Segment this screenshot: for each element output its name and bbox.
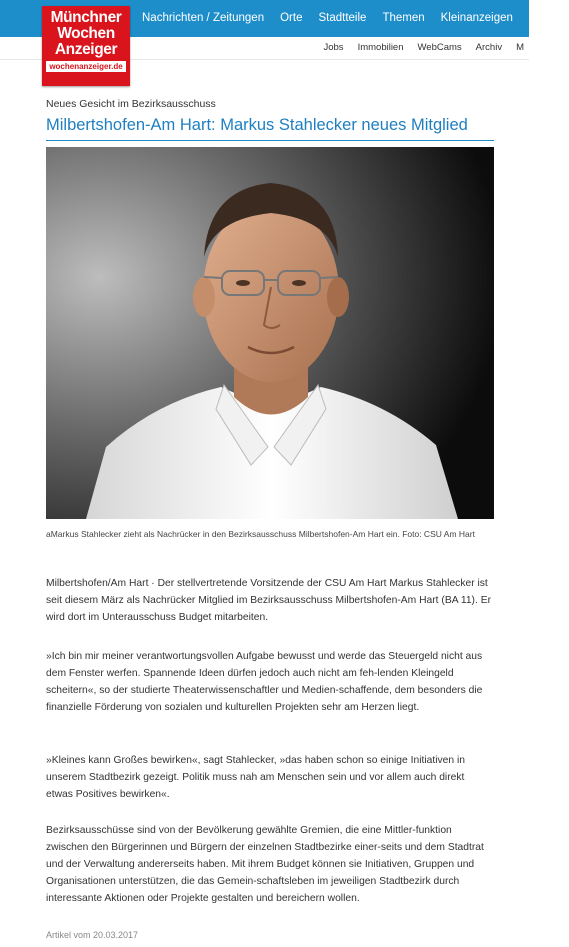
primary-nav	[142, 0, 569, 37]
nav-gewinnspiele[interactable]: Gew	[528, 12, 553, 24]
article-date: Artikel vom 20.03.2017	[46, 930, 139, 940]
article-kicker: Neues Gesicht im Bezirksausschuss	[46, 98, 216, 110]
article-headline: Milbertshofen-Am Hart: Markus Stahlecker neues Mitglied	[46, 116, 494, 141]
portrait-image	[46, 147, 494, 519]
article-photo	[46, 147, 494, 519]
photo-caption: aMarkus Stahlecker zieht als Nachrücker in den Bezirksausschuss Milbertshofen-Am Hart ein. Foto: CSU Am Hart	[46, 529, 475, 539]
logo-line-1: Münchner	[50, 9, 122, 26]
article-paragraph-3: »Kleines kann Großes bewirken«, sagt Stahlecker, »das haben schon so einige Initiativen in unserem Stadtbezirk gezeigt. Politik muss nah am Menschen sein und vor allem auch direkt etwas Positives bewirken«.	[46, 755, 465, 800]
nav-jobs[interactable]: Jobs	[323, 42, 344, 53]
nav-archiv[interactable]: Archiv	[475, 42, 503, 53]
nav-webcams[interactable]: WebCams	[417, 42, 462, 53]
nav-orte[interactable]: Orte	[280, 12, 303, 24]
logo-url: wochenanzeiger.de	[46, 61, 126, 72]
logo-line-2: Wochen	[57, 25, 115, 42]
nav-nachrichten-zeitungen[interactable]: Nachrichten / Zeitungen	[142, 12, 265, 24]
secondary-nav	[309, 37, 524, 59]
article-paragraph-4: Bezirksausschüsse sind von der Bevölkerung gewählte Gremien, die eine Mittler-funktion zwischen den Bürgerinnen und Bürgern der einzelnen Stadtbezirke einer-seits und dem Stadtrat und der Verwaltung andererseits haben. Mit ihrem Budget können sie Initiativen, Gruppen und Organisationen unterstützen, die das Gemein-schaftsleben im jeweiligen Stadtbezirk durch interessante Aktionen oder Projekte gestalten und bereichern wollen.	[46, 825, 484, 904]
nav-themen[interactable]: Themen	[382, 12, 425, 24]
nav-stadtteile[interactable]: Stadtteile	[318, 12, 367, 24]
logo-line-3: Anzeiger	[54, 41, 118, 58]
article-paragraph-1: Milbertshofen/Am Hart · Der stellvertretende Vorsitzende der CSU Am Hart Markus Stahlecker ist seit diesem März als Nachrücker Mitglied im Bezirksausschuss Milbertshofen-Am Hart (BA 11). Er wird dort im Unterausschuss Budget mitarbeiten.	[46, 578, 491, 623]
article-paragraph-2: »Ich bin mir meiner verantwortungsvollen Aufgabe bewusst und werde das Steuergeld nicht aus dem Fenster werfen. Spannende Ideen dürfen jedoch auch nicht am feh-lenden Kleingeld scheitern«, so der studierte Theaterwissenschaftler und Medien-schaffende, dem besonders die finanzielle Förderung von sozialen und kulturellen Projekten sehr am Herzen liegt.	[46, 651, 483, 713]
site-logo[interactable]	[42, 6, 130, 86]
nav-kleinanzeigen[interactable]: Kleinanzeigen	[440, 12, 513, 24]
nav-more[interactable]: M	[516, 42, 524, 53]
nav-immobilien[interactable]: Immobilien	[357, 42, 404, 53]
